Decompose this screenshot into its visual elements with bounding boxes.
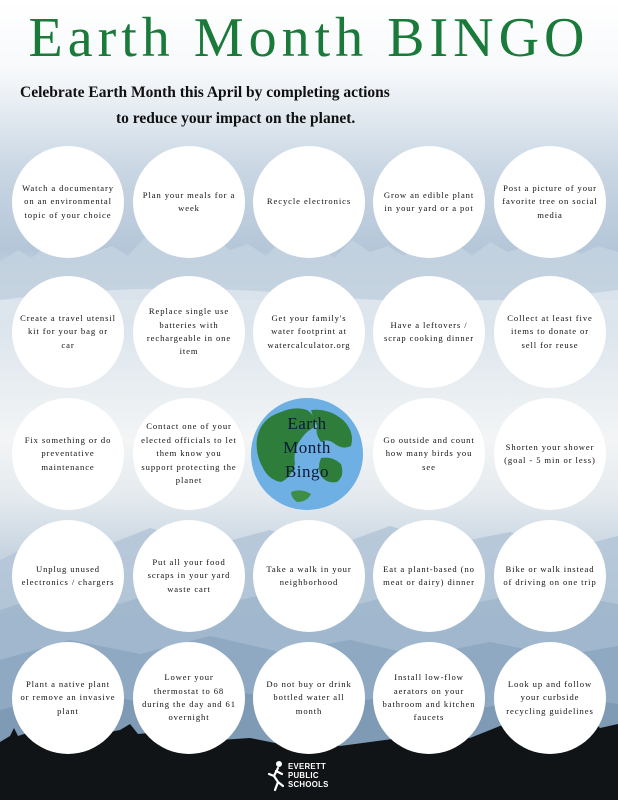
logo-line-1: EVERETT <box>288 762 327 771</box>
subtitle <box>20 80 420 132</box>
bingo-cell-text: Collect at least five items to donate or sell for reuse <box>507 312 593 350</box>
bingo-cell-text: Put all your food scraps in your yard waste cart <box>147 556 231 594</box>
bingo-cell-text: Watch a documentary on an environmental topic of your choice <box>22 182 114 220</box>
bingo-cell[interactable] <box>133 642 245 754</box>
bingo-cell-text: Fix something or do preventative maintenance <box>24 434 112 472</box>
subtitle-line-1: Celebrate Earth Month this April by completing actions <box>20 84 390 101</box>
subtitle-line-2: to reduce your impact on the planet. <box>116 110 356 127</box>
bingo-cell-text: Shorten your shower (goal - 5 min or less) <box>504 441 596 465</box>
bingo-cell-text: Create a travel utensil kit for your bag or car <box>20 312 116 350</box>
bingo-cell[interactable] <box>12 276 124 388</box>
bingo-cell[interactable] <box>494 146 606 258</box>
bingo-cell-text: Get your family's water footprint at watercalculator.org <box>267 312 351 350</box>
center-label-line-3: Bingo <box>284 462 330 481</box>
bingo-cell[interactable] <box>373 642 485 754</box>
bingo-cell-text: Grow an edible plant in your yard or a pot <box>383 189 475 213</box>
bingo-cell[interactable] <box>373 146 485 258</box>
page-title: Earth Month BINGO <box>28 7 590 69</box>
bingo-cell-text: Lower your thermostat to 68 during the day and 61 overnight <box>142 672 236 723</box>
bingo-cell[interactable] <box>494 398 606 510</box>
bingo-cell[interactable] <box>373 276 485 388</box>
bingo-cell[interactable] <box>12 642 124 754</box>
bingo-cell-text: Replace single use batteries with rechargeable in one item <box>146 306 232 357</box>
center-free-space[interactable] <box>251 398 363 510</box>
everett-public-schools-logo <box>266 758 366 794</box>
bingo-cell-text: Plant a native plant or remove an invasive plant <box>20 678 116 716</box>
bingo-cell-text: Install low-flow aerators on your bathroom and kitchen faucets <box>382 672 476 723</box>
center-label <box>251 412 363 484</box>
bingo-cell[interactable] <box>373 398 485 510</box>
bingo-cell-text: Look up and follow your curbside recycling guidelines <box>506 678 594 716</box>
bingo-cell[interactable] <box>12 146 124 258</box>
logo-text <box>288 762 329 789</box>
bingo-cell-text: Take a walk in your neighborhood <box>266 563 352 587</box>
center-label-line-1: Earth <box>287 414 327 433</box>
bingo-cell-text: Unplug unused electronics / chargers <box>21 563 115 587</box>
bingo-cell-text: Contact one of your elected officials to let them know you support protecting the planet <box>141 421 237 486</box>
logo-line-2: PUBLIC <box>288 771 319 780</box>
bingo-cell[interactable] <box>494 642 606 754</box>
bingo-cell[interactable] <box>12 398 124 510</box>
bingo-cell[interactable] <box>133 520 245 632</box>
bingo-cell[interactable] <box>494 276 606 388</box>
bingo-cell-text: Bike or walk instead of driving on one trip <box>503 563 597 587</box>
bingo-cell-text: Go outside and count how many birds you see <box>383 434 475 472</box>
bingo-cell[interactable] <box>253 642 365 754</box>
bingo-cell[interactable] <box>133 146 245 258</box>
bingo-cell-text: Eat a plant-based (no meat or dairy) dinner <box>383 563 475 587</box>
logo-line-3: SCHOOLS <box>288 780 329 789</box>
bingo-cell-text: Post a picture of your favorite tree on social media <box>502 182 598 220</box>
bingo-cell[interactable] <box>253 276 365 388</box>
bingo-cell[interactable] <box>133 398 245 510</box>
bingo-cell[interactable] <box>373 520 485 632</box>
bingo-cell-text: Have a leftovers / scrap cooking dinner <box>383 319 475 343</box>
bingo-cell-text: Recycle electronics <box>266 196 352 207</box>
runner-icon <box>266 758 288 794</box>
bingo-cell[interactable] <box>253 146 365 258</box>
bingo-cell-text: Plan your meals for a week <box>142 189 236 213</box>
bingo-cell-text: Do not buy or drink bottled water all month <box>266 678 352 716</box>
bingo-cell[interactable] <box>494 520 606 632</box>
bingo-cell[interactable] <box>133 276 245 388</box>
bingo-cell[interactable] <box>12 520 124 632</box>
bingo-cell[interactable] <box>253 520 365 632</box>
center-label-line-2: Month <box>283 438 331 457</box>
